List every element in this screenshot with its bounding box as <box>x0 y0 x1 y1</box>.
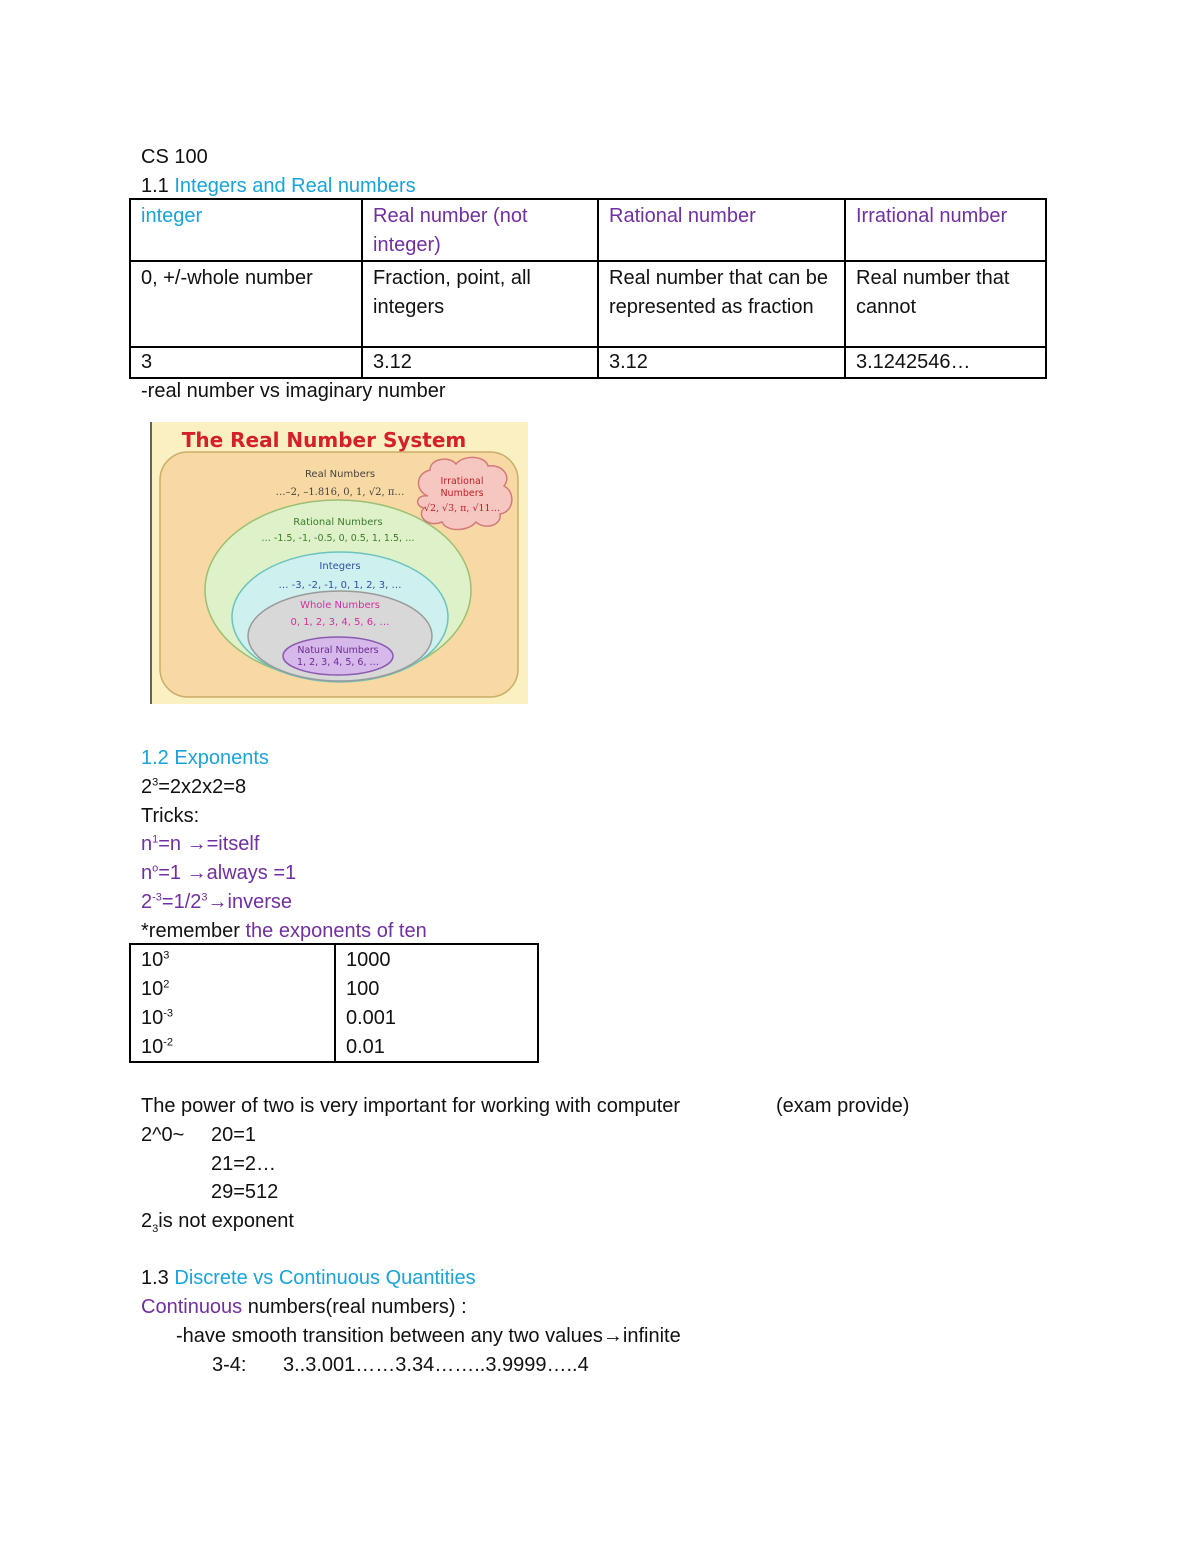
rational-numbers-values: … -1.5, -1, -0.5, 0, 0.5, 1, 1.5, … <box>261 533 415 544</box>
trick1-equation: =n <box>158 833 182 855</box>
section-number: 1.1 <box>141 175 169 197</box>
power-of-two-item: 21=2… <box>211 1153 277 1175</box>
trick3-equation: =1/2 <box>161 891 202 913</box>
remember-note <box>141 917 427 945</box>
rational-numbers-label: Rational Numbers <box>293 517 383 528</box>
diagram-title: The Real Number System <box>181 428 467 452</box>
exam-provide-note: (exam provide) <box>776 1095 910 1117</box>
def-irrational: Real number that cannot <box>845 261 1046 347</box>
power-cell <box>130 974 335 1003</box>
power-exponent: -2 <box>163 1036 174 1049</box>
header-real: Real number (not integer) <box>362 199 598 261</box>
trick-zero <box>141 859 296 887</box>
trick2-note: always =1 <box>206 862 297 884</box>
irrational-label-line1: Irrational <box>440 476 484 487</box>
subscript-rest: is not exponent <box>158 1210 294 1232</box>
continuous-rest: numbers(real numbers) : <box>242 1296 467 1318</box>
real-numbers-label: Real Numbers <box>304 469 376 480</box>
power-base: 10 <box>141 949 164 971</box>
example-integer: 3 <box>130 347 362 378</box>
section-1-3-heading <box>141 1264 476 1292</box>
arrow-icon: → <box>207 891 228 913</box>
remember-prefix: *remember <box>141 920 246 942</box>
continuous-word: Continuous <box>141 1296 243 1318</box>
power-base: 10 <box>141 1036 164 1058</box>
def-real: Fraction, point, all integers <box>362 261 598 347</box>
whole-numbers-label: Whole Numbers <box>300 600 380 611</box>
section-title: Discrete vs Continuous Quantities <box>174 1267 476 1289</box>
table-row <box>130 1032 538 1062</box>
value-cell: 100 <box>335 974 538 1003</box>
header-integer: integer <box>130 199 362 261</box>
bullet-text: -have smooth transition between any two values <box>176 1325 603 1347</box>
natural-numbers-label: Natural Numbers <box>297 645 379 656</box>
example-rational: 3.12 <box>598 347 845 378</box>
arrow-icon: → <box>186 862 207 884</box>
power-cell <box>130 1003 335 1032</box>
trick2-equation: =1 <box>158 862 182 884</box>
example-base: 2 <box>141 776 153 798</box>
natural-numbers-region <box>283 637 393 675</box>
example-result: =2x2x2=8 <box>158 776 247 798</box>
table-row <box>130 974 538 1003</box>
range-label: 3-4: <box>212 1354 247 1376</box>
power-cell <box>130 1032 335 1062</box>
power-base: 10 <box>141 978 164 1000</box>
trick-inverse <box>141 888 292 916</box>
real-number-system-diagram <box>150 422 528 704</box>
value-cell: 0.01 <box>335 1032 538 1062</box>
tricks-label: Tricks: <box>141 805 200 827</box>
powers-of-ten-table <box>129 943 539 1063</box>
whole-numbers-values: 0, 1, 2, 3, 4, 5, 6, … <box>290 617 390 628</box>
remember-highlight: the exponents of ten <box>245 920 427 942</box>
trick2-exponent: o <box>152 862 159 875</box>
irrational-label-line2: Numbers <box>440 488 484 499</box>
example-irrational: 3.1242546… <box>845 347 1046 378</box>
exponent-example <box>141 773 246 801</box>
integers-label: Integers <box>319 561 361 572</box>
header-irrational: Irrational number <box>845 199 1046 261</box>
arrow-icon: → <box>602 1325 623 1347</box>
value-cell: 0.001 <box>335 1003 538 1032</box>
integers-values: … -3, -2, -1, 0, 1, 2, 3, … <box>278 580 402 591</box>
course-title: CS 100 <box>141 146 208 168</box>
header-rational: Rational number <box>598 199 845 261</box>
power-of-two-range: 2^0~ <box>141 1124 185 1146</box>
subscript-index: 3 <box>152 1223 159 1235</box>
continuous-line <box>141 1293 467 1321</box>
trick1-base: n <box>141 833 153 855</box>
section-number: 1.3 <box>141 1267 169 1289</box>
power-of-two-item: 29=512 <box>211 1181 279 1203</box>
power-exponent: 2 <box>163 978 170 991</box>
value-cell: 1000 <box>335 944 538 974</box>
section-1-1-heading <box>141 172 416 200</box>
arrow-icon: → <box>186 833 207 855</box>
trick2-base: n <box>141 862 153 884</box>
irrational-values: √2, √3, π, √11… <box>423 503 501 514</box>
example-real: 3.12 <box>362 347 598 378</box>
trick3-exponent-2: 3 <box>201 891 208 904</box>
def-integer: 0, +/-whole number <box>130 261 362 347</box>
continuous-bullet <box>176 1322 681 1350</box>
exponents-heading: 1.2 Exponents <box>141 747 269 769</box>
note-real-vs-imaginary: -real number vs imaginary number <box>141 380 446 402</box>
real-numbers-values: …–2, –1.816, 0, 1, √2, π… <box>275 487 405 498</box>
trick1-note: =itself <box>206 833 260 855</box>
trick3-exponent: -3 <box>152 891 162 904</box>
subscript-note <box>141 1207 294 1235</box>
power-exponent: -3 <box>163 1007 174 1020</box>
power-of-two-line: The power of two is very important for working with computer <box>141 1095 681 1117</box>
trick1-exponent: 1 <box>152 833 159 846</box>
power-of-two-item: 20=1 <box>211 1124 257 1146</box>
range-values: 3..3.001……3.34……..3.9999…..4 <box>283 1354 589 1376</box>
irrational-cloud <box>418 457 512 529</box>
table-row <box>130 1003 538 1032</box>
bullet-end: infinite <box>622 1325 681 1347</box>
trick3-note: inverse <box>227 891 292 913</box>
number-types-table <box>129 198 1047 379</box>
trick-itself <box>141 830 259 858</box>
table-row <box>130 944 538 974</box>
subscript-base: 2 <box>141 1210 153 1232</box>
power-cell <box>130 944 335 974</box>
natural-numbers-values: 1, 2, 3, 4, 5, 6, … <box>296 657 380 668</box>
power-exponent: 3 <box>163 949 170 962</box>
trick3-base: 2 <box>141 891 153 913</box>
section-title: Integers and Real numbers <box>174 175 416 197</box>
def-rational: Real number that can be represented as fraction <box>598 261 845 347</box>
example-exponent: 3 <box>152 776 159 789</box>
power-base: 10 <box>141 1007 164 1029</box>
